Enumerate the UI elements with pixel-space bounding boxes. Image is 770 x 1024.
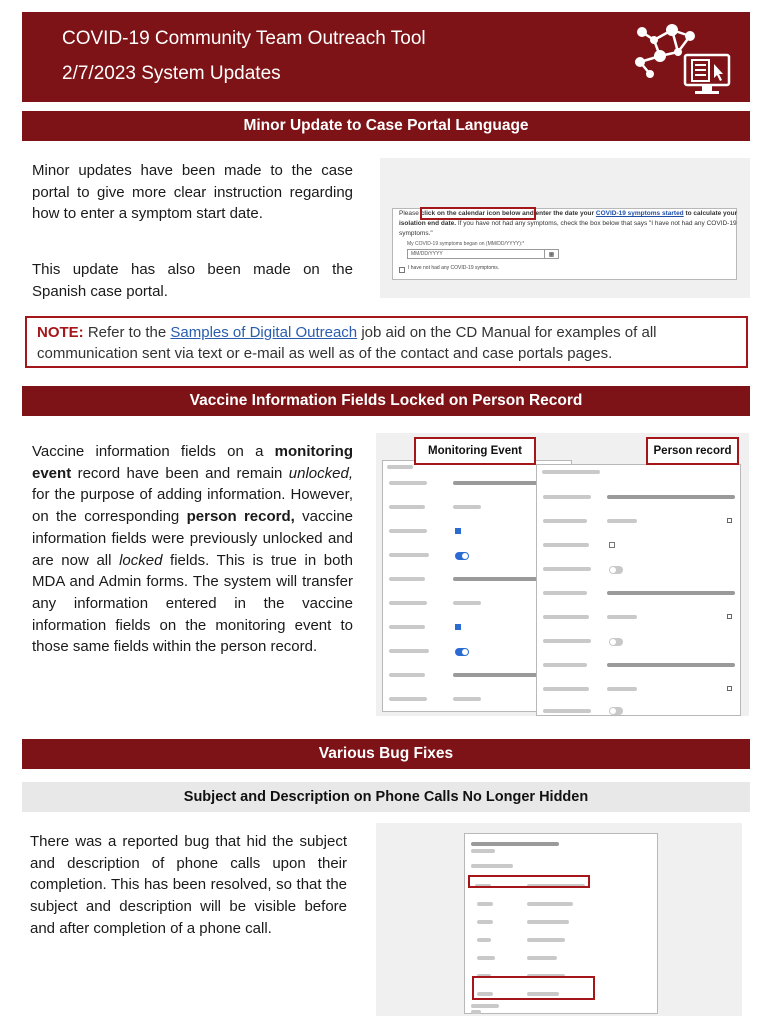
person-record-label: Person record — [646, 437, 739, 465]
symptom-date-input[interactable]: MM/DD/YYYY — [407, 249, 559, 259]
highlight-description-field — [472, 976, 595, 1000]
no-symptoms-label: I have not had any COVID-19 symptoms. — [408, 265, 500, 271]
case-portal-paragraph-1: Minor updates have been made to the case portal to give more clear instruction regarding how to enter a symptom start date. — [32, 162, 353, 223]
samples-of-digital-outreach-link[interactable]: Samples of Digital Outreach — [170, 324, 358, 341]
header-banner — [22, 12, 750, 102]
symptom-date-label: My COVID-19 symptoms began on (MM/DD/YYYY):* — [407, 241, 525, 247]
case-portal-paragraph-2: This update has also been made on the Spanish case portal. — [32, 261, 353, 300]
section-heading-bug-fixes: Various Bug Fixes — [22, 739, 750, 769]
note-text-before: Refer to the — [83, 324, 171, 341]
case-portal-screenshot — [380, 158, 750, 298]
header-title: COVID-19 Community Team Outreach Tool — [62, 28, 426, 49]
highlight-calendar-instruction — [420, 207, 536, 220]
header-subtitle: 2/7/2023 System Updates — [62, 63, 281, 84]
highlight-monitoring-event — [414, 437, 536, 465]
note-text-after: job aid on the CD Manual for examples of all communication sent via text or e-mail as well as of the contact and case portals pages. — [37, 324, 657, 362]
note-label: NOTE: — [37, 324, 84, 341]
section-heading-vaccine: Vaccine Information Fields Locked on Person Record — [22, 386, 750, 416]
person-record-form — [536, 464, 741, 716]
phone-call-screenshot — [376, 823, 742, 1016]
case-portal-prompt: Please click on the calendar icon below and enter the date your COVID-19 symptoms started to calculate your isolation end date. If you have not had any symptoms, check the box below that says "I have not had any COVID-19 symptoms." — [399, 210, 738, 237]
no-symptoms-checkbox[interactable] — [399, 267, 405, 273]
vaccine-screenshot — [376, 433, 749, 716]
highlight-person-record — [646, 437, 739, 465]
highlight-subject-field — [468, 875, 590, 888]
monitor-click-icon — [682, 52, 734, 98]
vaccine-paragraph: Vaccine information fields on a monitoring event record have been and remain unlocked, for the purpose of adding information. However, on the corresponding person record, vaccine information fields were previously unlocked and are now all locked fields. This is true in both MDA and Admin forms. The system will transfer any information entered in the vaccine information fields on the monitoring event to those same fields within the person record. — [32, 443, 354, 656]
calendar-icon[interactable]: ▦ — [544, 249, 559, 259]
note-box — [25, 316, 748, 368]
bug-fix-paragraph: There was a reported bug that hid the subject and description of phone calls upon their completion. This has been resolved, so that the subject and description will be visible before and after completion of a phone call. — [30, 833, 347, 937]
bug-fix-subheading: Subject and Description on Phone Calls No Longer Hidden — [22, 782, 750, 812]
section-heading-case-portal: Minor Update to Case Portal Language — [22, 111, 750, 141]
monitoring-event-label: Monitoring Event — [414, 437, 536, 465]
